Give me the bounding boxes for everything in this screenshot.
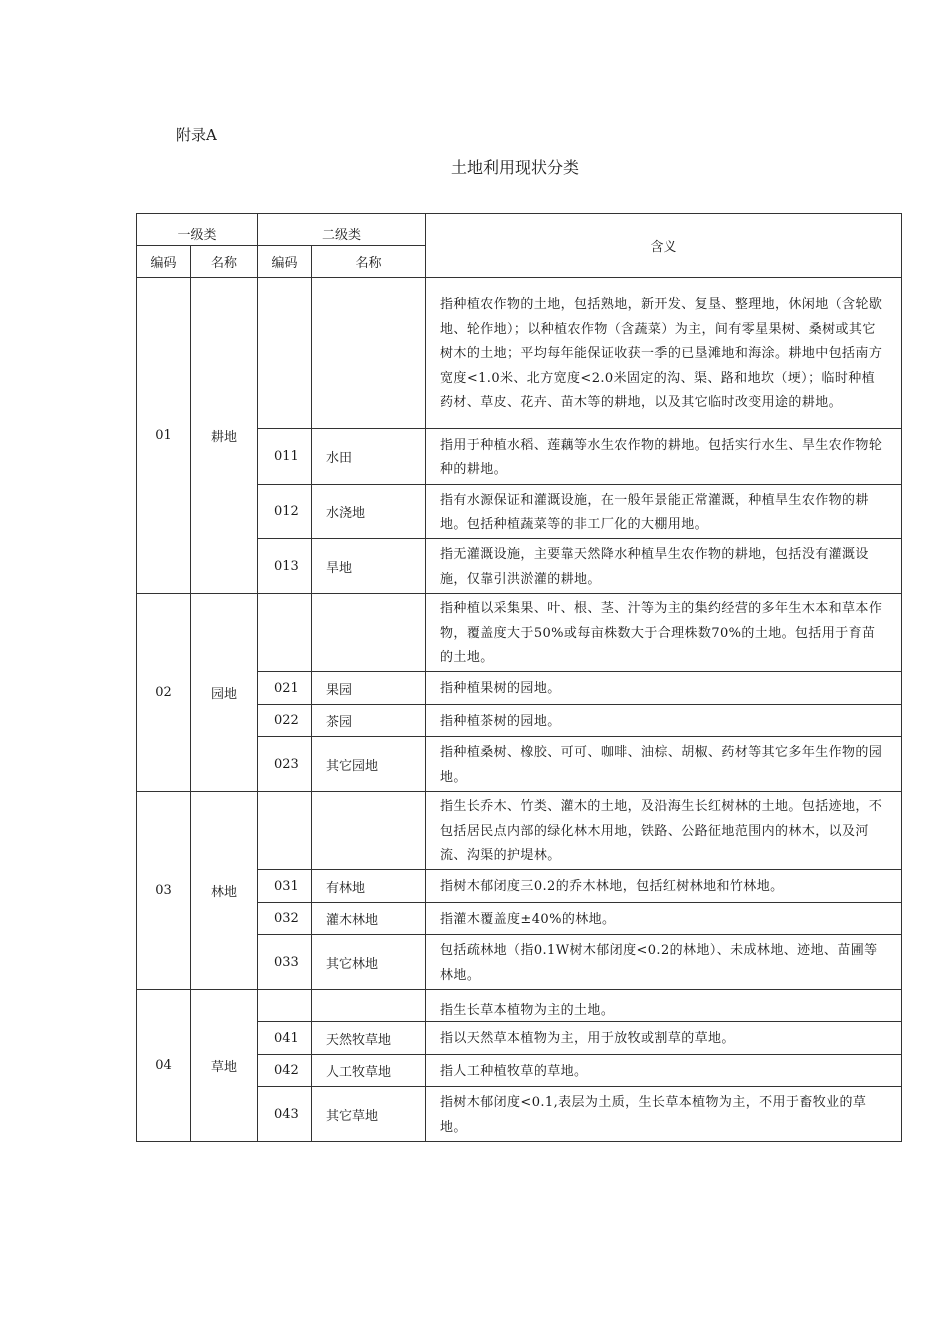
sub-code: 033 — [258, 935, 312, 990]
empty-cell — [258, 278, 312, 429]
sub-name: 水浇地 — [312, 485, 426, 539]
sub-name: 旱地 — [312, 539, 426, 594]
sub-description: 指无灌溉设施，主要靠天然降水种植旱生农作物的耕地，包括没有灌溉设施，仅靠引洪淤灌的耕地。 — [426, 539, 902, 594]
table-row — [137, 278, 902, 429]
sub-description: 指人工种植牧草的草地。 — [426, 1055, 902, 1087]
empty-cell — [312, 792, 426, 870]
sub-description: 指种植茶树的园地。 — [426, 705, 902, 737]
group-description: 指生长草本植物为主的土地。 — [426, 990, 902, 1022]
level2-code-header: 编码 — [258, 246, 312, 278]
empty-cell — [312, 278, 426, 429]
group-name: 草地 — [191, 990, 258, 1142]
sub-name: 人工牧草地 — [312, 1055, 426, 1087]
sub-name: 有林地 — [312, 870, 426, 903]
empty-cell — [258, 990, 312, 1022]
sub-name: 天然牧草地 — [312, 1022, 426, 1055]
sub-description: 指种植果树的园地。 — [426, 672, 902, 705]
sub-name: 茶园 — [312, 705, 426, 737]
sub-code: 031 — [258, 870, 312, 903]
group-code: 04 — [137, 990, 191, 1142]
sub-description: 指用于种植水稻、莲藕等水生农作物的耕地。包括实行水生、旱生农作物轮种的耕地。 — [426, 429, 902, 485]
group-code: 03 — [137, 792, 191, 990]
sub-name: 其它林地 — [312, 935, 426, 990]
group-description: 指种植以采集果、叶、根、茎、汁等为主的集约经营的多年生木本和草本作物，覆盖度大于50%或每亩株数大于合理株数70%的土地。包括用于育苗的土地。 — [426, 594, 902, 672]
sub-description: 指以天然草本植物为主，用于放牧或割草的草地。 — [426, 1022, 902, 1055]
group-name: 耕地 — [191, 278, 258, 594]
sub-name: 其它园地 — [312, 737, 426, 792]
sub-code: 013 — [258, 539, 312, 594]
sub-code: 043 — [258, 1087, 312, 1142]
sub-description: 指灌木覆盖度±40%的林地。 — [426, 903, 902, 935]
table-row — [137, 792, 902, 870]
group-name: 林地 — [191, 792, 258, 990]
sub-code: 011 — [258, 429, 312, 485]
sub-description: 指有水源保证和灌溉设施，在一般年景能正常灌溉，种植旱生农作物的耕地。包括种植蔬菜等的非工厂化的大棚用地。 — [426, 485, 902, 539]
sub-description: 包括疏林地（指0.1W树木郁闭度<0.2的林地）、未成林地、迹地、苗圃等林地。 — [426, 935, 902, 990]
sub-name: 灌木林地 — [312, 903, 426, 935]
page-title: 土地利用现状分类 — [450, 158, 579, 177]
sub-name: 其它草地 — [312, 1087, 426, 1142]
group-name: 园地 — [191, 594, 258, 792]
sub-description: 指树木郁闭度三0.2的乔木林地，包括红树林地和竹林地。 — [426, 870, 902, 903]
sub-code: 041 — [258, 1022, 312, 1055]
sub-code: 032 — [258, 903, 312, 935]
empty-cell — [312, 594, 426, 672]
appendix-label: 附录A — [176, 126, 217, 144]
land-use-classification-table — [136, 213, 902, 1142]
empty-cell — [258, 792, 312, 870]
sub-description: 指树木郁闭度<0.1,表层为土质，生长草本植物为主，不用于畜牧业的草地。 — [426, 1087, 902, 1142]
meaning-header: 含义 — [426, 214, 902, 278]
level2-name-header: 名称 — [312, 246, 426, 278]
group-description: 指生长乔木、竹类、灌木的土地，及沿海生长红树林的土地。包括迹地，不包括居民点内部的绿化林木用地，铁路、公路征地范围内的林木，以及河流、沟渠的护堤林。 — [426, 792, 902, 870]
group-code: 02 — [137, 594, 191, 792]
table-row — [137, 990, 902, 1022]
sub-code: 042 — [258, 1055, 312, 1087]
empty-cell — [258, 594, 312, 672]
level2-header: 二级类 — [258, 214, 426, 246]
sub-code: 022 — [258, 705, 312, 737]
sub-code: 012 — [258, 485, 312, 539]
sub-name: 果园 — [312, 672, 426, 705]
level1-header: 一级类 — [137, 214, 258, 246]
sub-code: 021 — [258, 672, 312, 705]
table-row — [137, 594, 902, 672]
sub-description: 指种植桑树、橡胶、可可、咖啡、油棕、胡椒、药材等其它多年生作物的园地。 — [426, 737, 902, 792]
empty-cell — [312, 990, 426, 1022]
level1-name-header: 名称 — [191, 246, 258, 278]
level1-code-header: 编码 — [137, 246, 191, 278]
sub-code: 023 — [258, 737, 312, 792]
group-code: 01 — [137, 278, 191, 594]
group-description: 指种植农作物的土地，包括熟地，新开发、复垦、整理地，休闲地（含轮歇地、轮作地）；以种植农作物（含蔬菜）为主，间有零星果树、桑树或其它树木的土地；平均每年能保证收获一季的已垦滩地和海涂。耕地中包括南方宽度<1.0米、北方宽度<2.0米固定的沟、渠、路和地坎（埂）；临时种植药材、草皮、花卉、苗木等的耕地，以及其它临时改变用途的耕地。 — [426, 278, 902, 429]
sub-name: 水田 — [312, 429, 426, 485]
